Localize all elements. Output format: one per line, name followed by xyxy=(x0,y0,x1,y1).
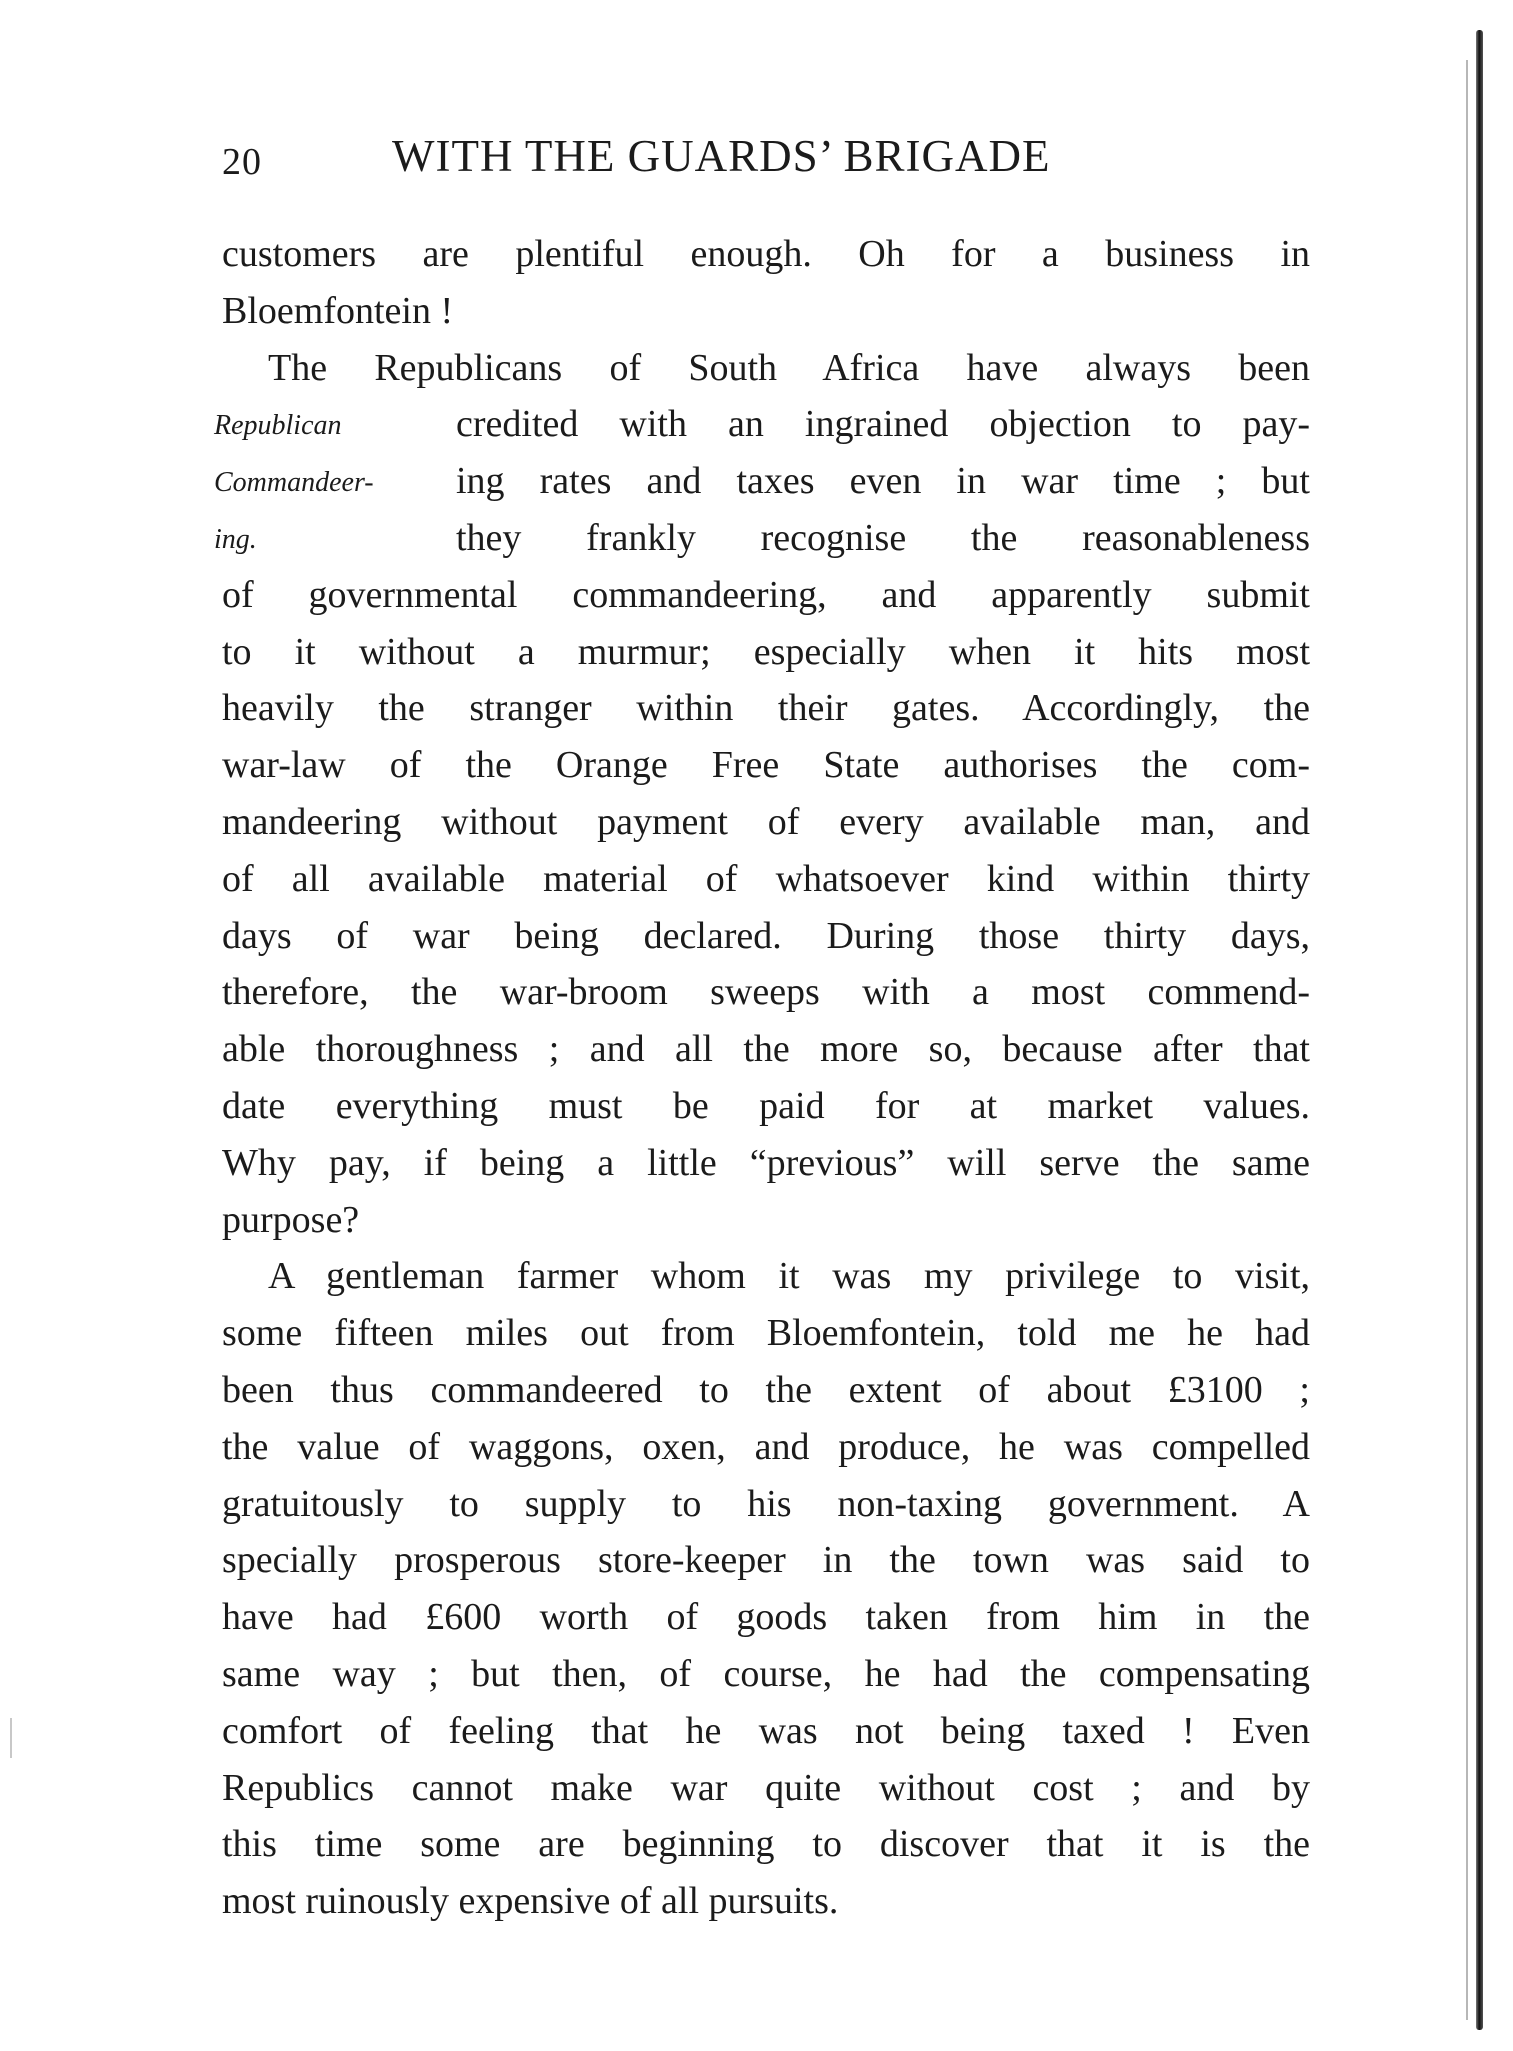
page-binding-edge xyxy=(1476,30,1483,2030)
text-line: to it without a murmur; especially when it hits most xyxy=(222,630,1310,673)
text-line: same way ; but then, of course, he had the compensating xyxy=(222,1652,1310,1695)
text-line: some fifteen miles out from Bloemfontein, told me he had xyxy=(222,1312,1310,1355)
text-line: heavily the stranger within their gates. Accordingly, the xyxy=(222,687,1310,730)
text-line: Republics cannot make war quite without cost ; and by xyxy=(222,1766,1310,1809)
text-line: they frankly recognise the reasonableness xyxy=(456,516,1310,559)
text-line: ing rates and taxes even in war time ; but xyxy=(456,460,1310,503)
text-line: A gentleman farmer whom it was my privilege to visit, xyxy=(268,1255,1310,1298)
sidenote-line: Commandeer- xyxy=(214,467,374,498)
text-line: Bloemfontein ! xyxy=(222,289,454,332)
text-line: most ruinously expensive of all pursuits. xyxy=(222,1880,839,1923)
text-line: credited with an ingrained objection to pay- xyxy=(456,403,1310,446)
binding-shadow xyxy=(1466,60,1468,2020)
text-line: of governmental commandeering, and apparently submit xyxy=(222,573,1310,616)
running-title: WITH THE GUARDS’ BRIGADE xyxy=(392,131,1051,181)
text-line: able thoroughness ; and all the more so, because after that xyxy=(222,1028,1310,1071)
text-line: therefore, the war-broom sweeps with a most commend- xyxy=(222,971,1310,1014)
text-line: purpose? xyxy=(222,1198,360,1241)
sidenote-line: Republican xyxy=(214,410,342,441)
text-line: mandeering without payment of every available man, and xyxy=(222,800,1310,843)
text-line: gratuitously to supply to his non-taxing government. A xyxy=(222,1482,1310,1525)
text-line: The Republicans of South Africa have always been xyxy=(268,346,1310,389)
text-line: the value of waggons, oxen, and produce, he was compelled xyxy=(222,1425,1310,1468)
text-line: days of war being declared. During those thirty days, xyxy=(222,914,1310,957)
scan-margin-mark xyxy=(10,1718,12,1758)
text-line: date everything must be paid for at market values. xyxy=(222,1084,1310,1127)
text-line: Why pay, if being a little “previous” will serve the same xyxy=(222,1141,1310,1184)
text-line: specially prosperous store-keeper in the town was said to xyxy=(222,1539,1310,1582)
page-header xyxy=(222,130,1310,190)
sidenote-line: ing. xyxy=(214,524,257,555)
page-number: 20 xyxy=(222,141,262,183)
text-line: comfort of feeling that he was not being taxed ! Even xyxy=(222,1709,1310,1752)
text-line: customers are plentiful enough. Oh for a business in xyxy=(222,233,1310,275)
text-line: of all available material of whatsoever kind within thirty xyxy=(222,857,1310,900)
text-line: have had £600 worth of goods taken from him in the xyxy=(222,1596,1310,1639)
text-line: been thus commandeered to the extent of about £3100 ; xyxy=(222,1368,1310,1411)
text-line: this time some are beginning to discover that it is the xyxy=(222,1823,1310,1866)
text-line: war-law of the Orange Free State authorises the com- xyxy=(222,744,1310,787)
body-text xyxy=(222,226,1310,1930)
